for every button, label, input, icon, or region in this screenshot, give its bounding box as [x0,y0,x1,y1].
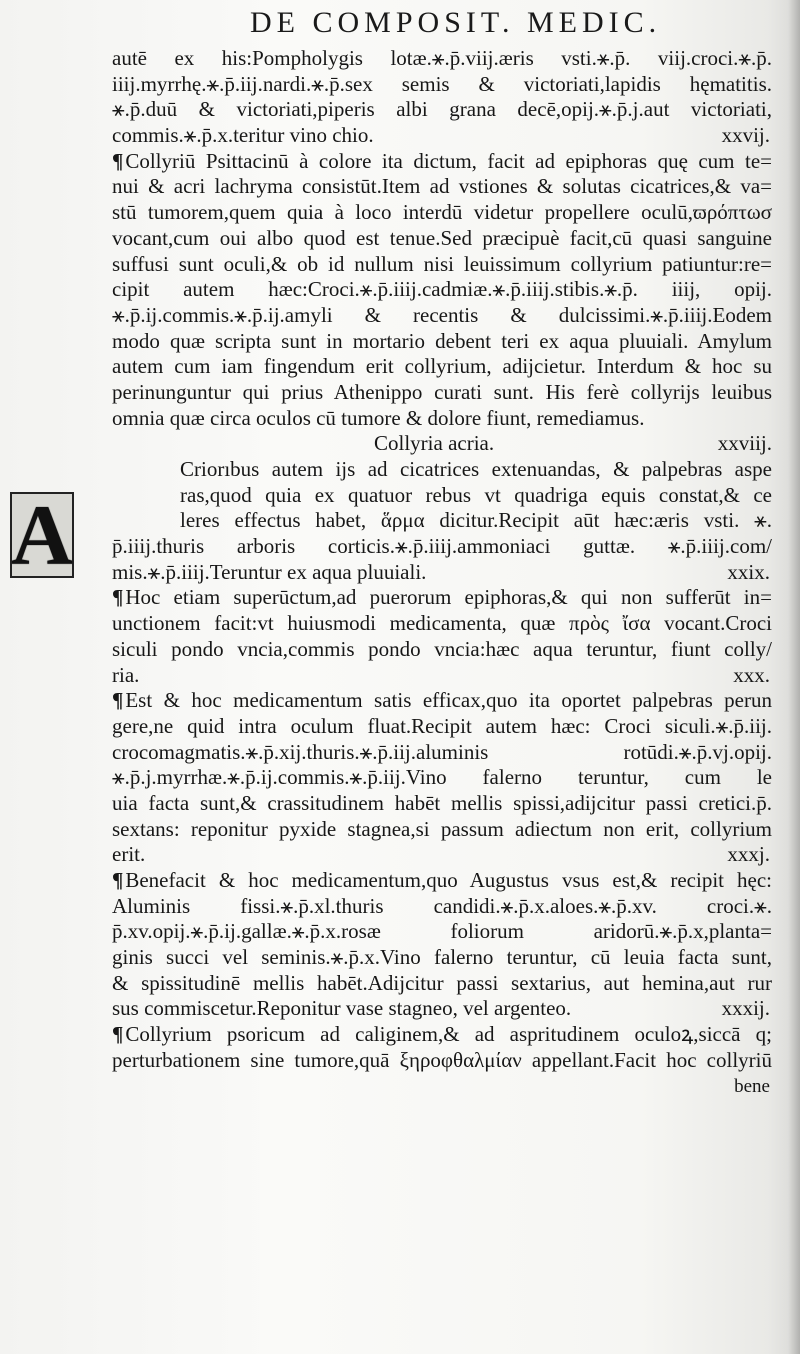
text-line: stū tumorem,quem quia à loco interdū videtur propellere oculū,ϖρόπτωσ [112,200,772,225]
text-line: uia facta sunt,& crassitudinem habēt mellis spissi,adijcitur passi cretici.p̄. [112,790,772,815]
text-line: gere,ne quid intra oculum fluat.Recipit autem hæc: Croci siculi.⚹.p̄.iij. [112,713,772,738]
paragraph-start: ¶Est & hoc medicamentum satis efficax,quo ita oportet palpebras perun [112,688,772,713]
text-line: ginis succi vel seminis.⚹.p̄.x.Vino falerno teruntur, cū leuia facta sunt, [112,945,772,970]
paragraph-start: ¶Collyriū Psittacinū à colore ita dictum, facit ad epiphoras quę cum te= [112,148,772,173]
section-heading-text: Collyria acria. [374,431,495,456]
text-line: perturbationem sine tumore,quā ξηροφθαλμίαν appellant.Facit hoc collyriū [112,1047,772,1072]
decorated-initial [10,487,74,583]
text-line: ⚹.p̄.ij.commis.⚹.p̄.ij.amyli & recentis & dulcissimi.⚹.p̄.iiij.Eodem [112,302,772,327]
text-line: nui & acri lachryma consistūt.Item ad vstiones & solutas cicatrices,& va= [112,174,772,199]
decorated-initial-letter: A [10,487,74,583]
pilcrow-mark: ¶ [112,585,124,610]
text-line: perinunguntur qui prius Athenippo curati sunt. His ferè collyrijs leuibus [112,379,772,404]
text-line: sextans: reponitur pyxide stagnea,si passum adiectum non erit, collyrium [112,816,772,841]
text-line: sus commiscetur.Reponitur vase stagneo, vel argenteo. xxxij. [112,996,770,1021]
text-line: ⚹.p̄.duū & victoriati,piperis albi grana decē,opij.⚹.p̄.j.aut victoriati, [112,97,772,122]
section-number: xxxij. [721,996,770,1021]
text-line: autem cum iam fingendum erit collyrium, adijcietur. Interdum & hoc su [112,354,772,379]
text-line: siculi pondo vncia,commis pondo vncia:hæc aqua teruntur, fiunt colly/ [112,636,772,661]
text-line: p̄.iiij.thuris arboris corticis.⚹.p̄.iiij.ammoniaci guttæ. ⚹.p̄.iiij.com/ [112,534,772,559]
text-line: p̄.xv.opij.⚹.p̄.ij.gallæ.⚹.p̄.x.rosæ foliorum aridorū.⚹.p̄.x,planta= [112,919,772,944]
pilcrow-mark: ¶ [112,148,124,173]
text-line: modo quæ scripta sunt in mortario debent teri ex aqua pluuiali. Amylum [112,328,772,353]
pilcrow-mark: ¶ [112,1022,124,1047]
text-line: erit. xxxj. [112,842,770,867]
text-line: ria. xxx. [112,662,770,687]
text-line: ⚹.p̄.j.myrrhæ.⚹.p̄.ij.commis.⚹.p̄.iij.Vino falerno teruntur, cum le [112,765,772,790]
section-number: xxxj. [727,842,770,867]
text-line: autē ex his:Pompholygis lotæ.⚹.p̄.viij.æris vsti.⚹.p̄. viij.croci.⚹.p̄. [112,46,772,70]
text-line: & spissitudinē mellis habēt.Adijcitur passi sextarius, aut hemina,aut rur [112,970,772,995]
paragraph-start: ¶Collyrium psoricum ad caliginem,& ad aspritudinem oculoꝝ,siccā q; [112,1022,772,1047]
pilcrow-mark: ¶ [112,688,124,713]
section-heading [112,431,772,457]
text-line: crocomagmatis.⚹.p̄.xij.thuris.⚹.p̄.iij.aluminis rotūdi.⚹.p̄.vj.opij. [112,739,772,764]
catchword: bene [734,1075,770,1097]
pilcrow-mark: ¶ [112,868,124,892]
section-number: xxix. [727,559,770,584]
text-line: iiij.myrrhę.⚹.p̄.iij.nardi.⚹.p̄.sex semis & victoriati,lapidis hęmatitis. [112,71,772,96]
text-line: leres effectus habet, ἅρμα dicitur.Recipit aūt hæc:æris vsti. ⚹. [180,508,772,533]
section-number: xxviij. [717,431,772,456]
text-line: commis.⚹.p̄.x.teritur vino chio. xxvij. [112,123,770,148]
text-line: ras,quod quia ex quatuor rebus vt quadriga equis constat,& ce [180,482,772,507]
text-line: mis.⚹.p̄.iiij.Teruntur ex aqua pluuiali. xxix. [112,559,770,584]
running-header: DE COMPOSIT. MEDIC. [250,6,662,39]
text-line: unctionem facit:vt huiusmodi medicamenta, quæ πρὸς ἴσα vocant.Croci [112,611,772,636]
page-gutter-shadow [788,0,800,1354]
text-line: vocant,cum oui albo quod est tenue.Sed præcipuè facit,cū quasi sanguine [112,225,772,250]
section-number: xxx. [733,662,770,687]
text-line: suffusi sunt oculi,& ob id nullum nisi leuissimum collyrium patiuntur:re= [112,251,772,276]
text-line: cipit autem hæc:Croci.⚹.p̄.iiij.cadmiæ.⚹.p̄.iiij.stibis.⚹.p̄. iiij, opij. [112,277,772,302]
paragraph-start: ¶Benefacit & hoc medicamentum,quo Augustus vsus est,& recipit hęc: [112,868,772,892]
section-number: xxvij. [721,123,770,148]
text-line: Criorıbus autem ijs ad cicatrices extenuandas, & palpebras aspe [180,457,772,481]
paragraph-start: ¶Hoc etiam superūctum,ad puerorum epiphoras,& qui non sufferūt in= [112,585,772,610]
text-line: Aluminis fissi.⚹.p̄.xl.thuris candidi.⚹.p̄.x.aloes.⚹.p̄.xv. croci.⚹. [112,893,772,918]
text-line: omnia quæ circa oculos cū tumore & dolore fiunt, remediamus. [112,405,645,430]
body-text [112,46,772,1099]
